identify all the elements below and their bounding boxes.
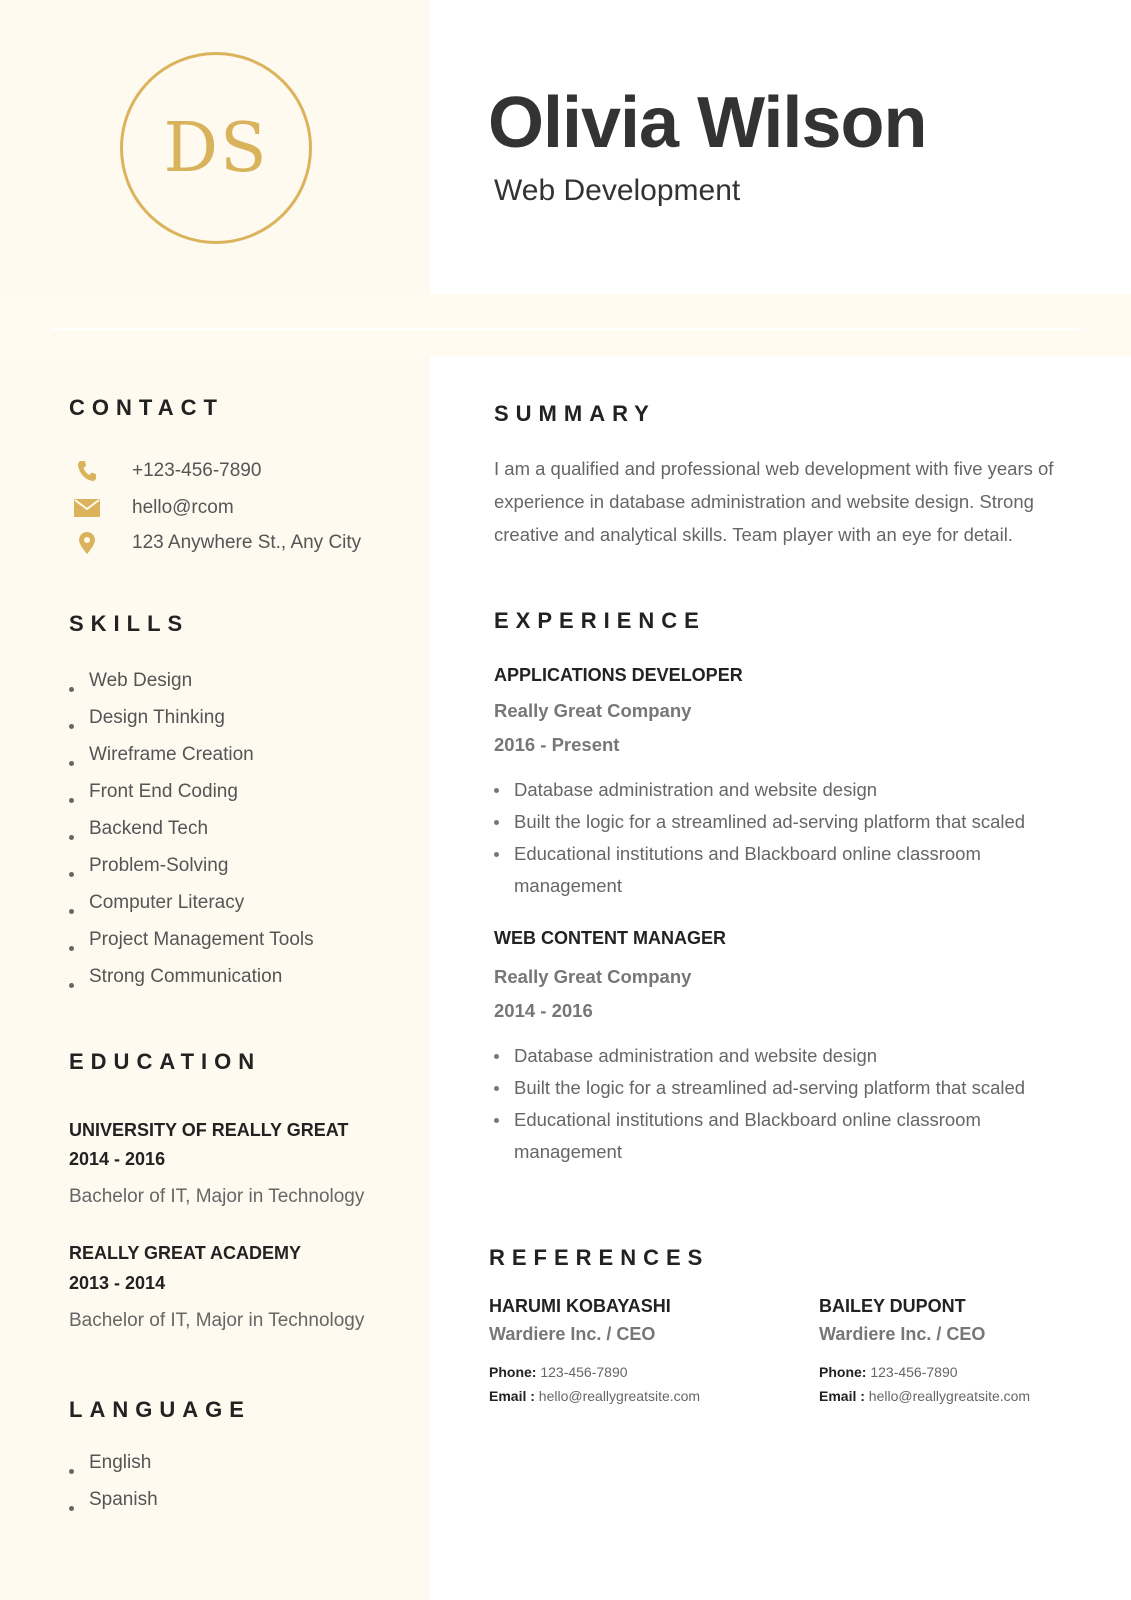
person-role: Web Development: [494, 174, 741, 207]
phone-label: Phone:: [819, 1364, 867, 1380]
phone-value: 123-456-7890: [870, 1364, 958, 1380]
monogram-text: DS: [163, 108, 269, 188]
contact-email-text: hello@rcom: [132, 497, 234, 518]
header-divider-band: [0, 294, 1131, 356]
language-heading: LANGUAGE: [69, 1397, 251, 1422]
phone-value: 123-456-7890: [540, 1364, 628, 1380]
list-item: Front End Coding: [69, 781, 314, 818]
list-item: Educational institutions and Blackboard online classroom management: [494, 1104, 1034, 1168]
reference-email: [489, 1388, 809, 1412]
phone-icon: [70, 460, 104, 482]
email-value: hello@reallygreatsite.com: [868, 1388, 1031, 1404]
header-divider-line: [52, 328, 1082, 330]
list-item: Wireframe Creation: [69, 744, 314, 781]
education-heading: EDUCATION: [69, 1049, 262, 1074]
summary-heading: SUMMARY: [494, 401, 656, 426]
job-company: Really Great Company: [494, 700, 692, 721]
reference-phone: [489, 1364, 809, 1388]
list-item: Educational institutions and Blackboard online classroom management: [494, 838, 1034, 902]
mail-icon: [70, 497, 104, 519]
list-item: Backend Tech: [69, 818, 314, 855]
list-item: Built the logic for a streamlined ad-serving platform that scaled: [494, 806, 1094, 838]
education-degree: Bachelor of IT, Major in Technology: [69, 1310, 365, 1331]
contact-email: [70, 495, 234, 521]
list-item: Web Design: [69, 670, 314, 707]
contact-phone-text: +123-456-7890: [132, 460, 262, 481]
reference-name: BAILEY DUPONT: [819, 1296, 966, 1316]
location-pin-icon: [70, 532, 104, 554]
references-heading: REFERENCES: [489, 1245, 710, 1270]
education-years: 2013 - 2014: [69, 1273, 166, 1293]
skills-list: [69, 670, 314, 1003]
list-item: Problem-Solving: [69, 855, 314, 892]
list-item: Design Thinking: [69, 707, 314, 744]
contact-phone: [70, 458, 261, 484]
person-name: Olivia Wilson: [488, 83, 927, 163]
reference-card: [819, 1296, 1131, 1412]
language-list: [69, 1452, 158, 1526]
contact-heading: CONTACT: [69, 395, 224, 420]
contact-address: [70, 530, 361, 556]
education-degree: Bachelor of IT, Major in Technology: [69, 1186, 365, 1207]
list-item: Project Management Tools: [69, 929, 314, 966]
list-item: Spanish: [69, 1489, 158, 1526]
job-years: 2014 - 2016: [494, 1000, 593, 1021]
education-school: REALLY GREAT ACADEMY: [69, 1243, 302, 1263]
list-item: Computer Literacy: [69, 892, 314, 929]
experience-heading: EXPERIENCE: [494, 608, 706, 633]
email-value: hello@reallygreatsite.com: [538, 1388, 701, 1404]
email-label: Email :: [489, 1388, 535, 1404]
list-item: English: [69, 1452, 158, 1489]
job-company: Really Great Company: [494, 966, 692, 987]
reference-company: Wardiere Inc. / CEO: [819, 1324, 986, 1344]
monogram-badge: [120, 52, 312, 244]
education-years: 2014 - 2016: [69, 1149, 166, 1169]
list-item: Database administration and website design: [494, 774, 1094, 806]
education-school: UNIVERSITY OF REALLY GREAT: [69, 1120, 349, 1140]
reference-company: Wardiere Inc. / CEO: [489, 1324, 656, 1344]
list-item: Strong Communication: [69, 966, 314, 1003]
phone-label: Phone:: [489, 1364, 537, 1380]
list-item: Built the logic for a streamlined ad-serving platform that scaled: [494, 1072, 1094, 1104]
reference-phone: [819, 1364, 1131, 1388]
reference-name: HARUMI KOBAYASHI: [489, 1296, 671, 1316]
list-item: Database administration and website design: [494, 1040, 1094, 1072]
reference-email: [819, 1388, 1131, 1412]
email-label: Email :: [819, 1388, 865, 1404]
job-bullets: [494, 1040, 1094, 1168]
summary-text: I am a qualified and professional web development with five years of experience in database administration and website design. Strong creative and analytical skills. Team player with an eye for detail.: [494, 458, 1054, 545]
job-title: APPLICATIONS DEVELOPER: [494, 665, 743, 685]
reference-card: [489, 1296, 809, 1412]
contact-address-text: 123 Anywhere St., Any City: [132, 532, 362, 553]
skills-heading: SKILLS: [69, 611, 190, 636]
job-bullets: [494, 774, 1094, 902]
job-title: WEB CONTENT MANAGER: [494, 928, 726, 948]
job-years: 2016 - Present: [494, 734, 620, 755]
